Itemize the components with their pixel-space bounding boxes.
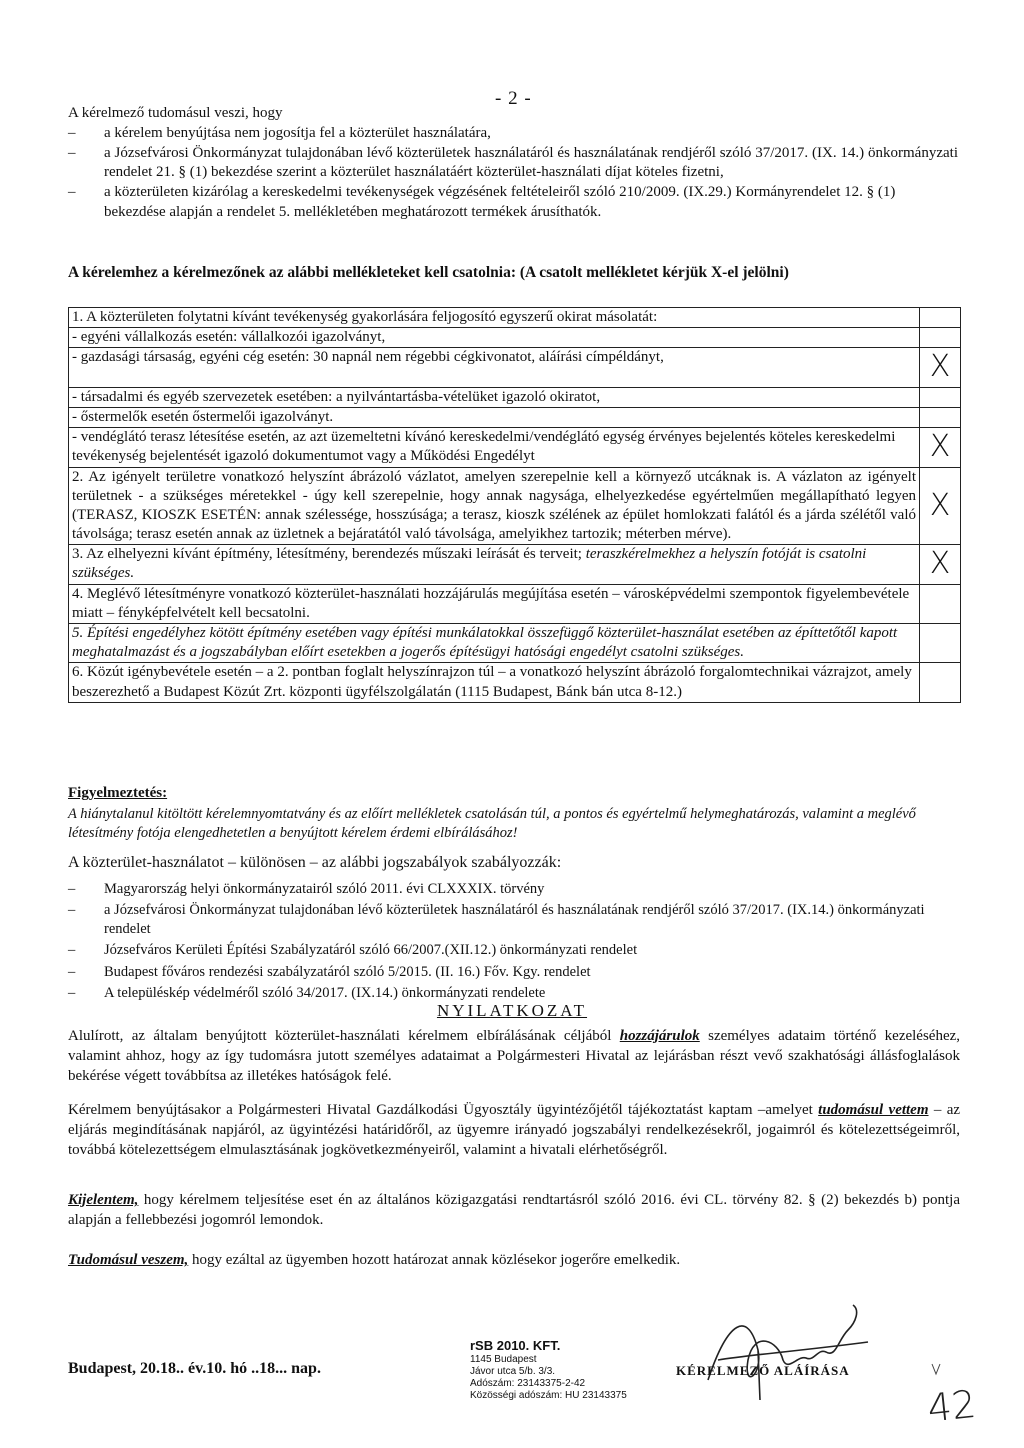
attachment-text: 6. Közút igénybevétele esetén – a 2. pontban foglalt helyszínrajzon túl – a vonatkozó helyszínt ábrázoló forgalomtechnikai vázrajzot, amely beszerezhető a Budapest Közút Zrt. központi ügyfélszolgálatán (1115 Budapest, Bánk bán utca 8-12.) (69, 663, 920, 702)
attachment-mark-cell[interactable]: X (920, 348, 961, 387)
attachment-text: 3. Az elhelyezni kívánt építmény, létesítmény, berendezés műszaki leírását és terveit; (72, 546, 582, 563)
attachment-mark-cell[interactable] (920, 624, 961, 663)
handwritten-signature (688, 1300, 878, 1410)
intro-section (68, 104, 958, 223)
declaration-text: személyes adataim történő kezeléséhez, valamint ahhoz, hogy az így tudomásra jutott személyes adataimat a Polgármesteri Hivatal az lejárásban részt vevő szakhatósági állásfoglalások bekérése végett továbbítsa az illetékes hatóságok felé. (68, 1028, 961, 1085)
attachment-mark-cell[interactable] (920, 387, 961, 407)
attachment-mark-cell[interactable] (920, 663, 961, 702)
table-row (69, 328, 961, 348)
declaration-text: Kérelmem benyújtásakor a Polgármesteri Hivatal Gazdálkodási Ügyosztály ügyintézőjétől tájékoztatást kaptam –amelyet (68, 1102, 813, 1118)
law-item: – a Józsefvárosi Önkormányzat tulajdonában lévő közterületek használatáról és használatának rendjéről szóló 37/2017. (IX.14.) önkormányzati rendelet (68, 901, 960, 939)
warning-title: Figyelmeztetés: (68, 785, 168, 801)
stamp-line: Közösségi adószám: HU 23143375 (470, 1389, 627, 1401)
attachment-text: - őstermelők esetén őstermelői igazolványt. (69, 407, 920, 427)
attachment-text: 2. Az igényelt területre vonatkozó helyszínt ábrázoló vázlatot, amelyen szerepelnie kell a környező utcáknak is. A vázlaton az igényelt területnek - a szükséges méretekkel - úgy kell szerepelnie, hogy annak nagysága, elhelyezkedése egyértelműen megállapítható legyen (TERASZ, KIOSZK ESETÉN: annak szélessége, hosszúsága; a terasz, kioszk szélének az épület homlokzati falától és a járda szélétől való távolsága; terasz esetén annak az üzletnek a bejáratától való távolsága, amelyikhez tartozik; méterben mérve). (69, 467, 920, 545)
table-row (69, 407, 961, 427)
table-row (69, 624, 961, 663)
attachment-mark-cell[interactable]: X (920, 467, 961, 545)
declaration-text: hogy kérelmem teljesítése eset én az általános közigazgatási rendtartásról szóló 2016. évi CL. törvény 82. § (2) bekezdés b) pontja alapján a fellebbezési jogomról lemondok. (68, 1192, 961, 1229)
attachment-text: - társadalmi és egyéb szervezetek esetében: a nyilvántartásba-vételüket igazoló okiratot, (69, 387, 920, 407)
attachments-heading: A kérelemhez a kérelmezőnek az alábbi mellékleteket kell csatolnia: (A csatolt mellékletet kérjük X-el jelölni) (68, 264, 789, 281)
attachments-table (68, 307, 961, 703)
stamp-line: Adószám: 23143375-2-42 (470, 1377, 586, 1389)
declaration-title: NYILATKOZAT (436, 1001, 588, 1020)
page-number: - 2 - (495, 88, 532, 109)
declaration-paragraph-3 (68, 1190, 960, 1230)
table-row (69, 348, 961, 387)
attachment-mark-cell[interactable] (920, 407, 961, 427)
attachment-text: 5. Építési engedélyhez kötött építmény esetében vagy építési munkálatokkal összefüggő közterület-használat esetében az építtetőtől kapott meghatalmazást és a jogszabályban előírt esetekben a jogerős építésügyi hatósági engedélyt csatolni szükséges. (69, 624, 920, 663)
table-row (69, 584, 961, 623)
law-item: – Józsefváros Kerületi Építési Szabályzatáról szóló 66/2007.(XII.12.) önkormányzati rendelet (68, 941, 960, 960)
declaration-text: Alulírott, az általam benyújtott közterület-használati kérelmem elbírálásának céljából (68, 1028, 612, 1044)
declaration-paragraph-2 (68, 1100, 960, 1160)
intro-item: – a kérelem benyújtása nem jogosítja fel a közterület használatára, (68, 124, 958, 144)
signature-label: KÉRELMEZŐ ALÁÍRÁSA (676, 1363, 850, 1378)
table-row (69, 467, 961, 545)
attachment-text: - egyéni vállalkozás esetén: vállalkozói igazolványt, (69, 328, 920, 348)
declaration-paragraph-4 (68, 1250, 960, 1270)
stamp-line: rSB 2010. KFT. (470, 1338, 561, 1353)
attachment-mark-cell[interactable]: X (920, 428, 961, 467)
sheet-number (925, 1377, 1001, 1444)
attachment-text: 1. A közterületen folytatni kívánt tevékenység gyakorlására feljogosító egyszerű okirat másolatát: (69, 308, 920, 328)
date-line: Budapest, 20.18.. év.10. hó ..18... nap. (68, 1360, 321, 1377)
declaration-emphasis: tudomásul vettem (818, 1102, 929, 1118)
law-item: – A településkép védelméről szóló 34/2017. (IX.14.) önkormányzati rendelete (68, 984, 960, 1003)
declaration-emphasis: Kijelentem, (68, 1192, 139, 1208)
attachment-text: 4. Meglévő létesítményre vonatkozó közterület-használati hozzájárulás megújítása esetén – városképvédelmi szempontok figyelembevétele miatt – fényképfelvételt kell becsatolni. (69, 584, 920, 623)
law-item: – Budapest főváros rendezési szabályzatáról szóló 5/2015. (II. 16.) Főv. Kgy. rendelet (68, 963, 960, 982)
table-row (69, 545, 961, 584)
intro-item: – a közterületen kizárólag a kereskedelmi tevékenységek végzésének feltételeiről szóló 210/2009. (IX.29.) Kormányrendelet 12. § (1) bekezdése alapján a rendelet 5. mellékletében meghatározott termékek árusíthatók. (68, 183, 958, 223)
attachment-text: - gazdasági társaság, egyéni cég esetén: 30 napnál nem régebbi cégkivonatot, aláírási címpéldányt, (69, 348, 920, 387)
attachment-mark-cell[interactable]: X (920, 545, 961, 584)
declaration-text: hogy ezáltal az ügyemben hozott határozat annak közlésekor jogerőre emelkedik. (192, 1252, 681, 1268)
attachment-italic-note: teraszkérelmekhez a helyszín fotóját is csatolni szükséges. (72, 546, 867, 582)
intro-lead: A kérelmező tudomásul veszi, hogy (68, 105, 283, 121)
sheet-number-text: 42 (925, 1381, 979, 1431)
intro-item: – a Józsefvárosi Önkormányzat tulajdonában lévő közterületek használatáról és használatának rendjéről szóló 37/2017. (IX. 14.) önkormányzati rendelet 21. § (1) bekezdése szerint a közterület használatáért közterület-használati díjat köteles fizetni, (68, 144, 958, 184)
intro-list (68, 124, 958, 223)
table-row (69, 663, 961, 702)
declaration-emphasis: Tudomásul veszem, (68, 1252, 189, 1268)
attachment-text-cell (69, 545, 920, 584)
attachment-mark-cell[interactable] (920, 584, 961, 623)
table-row (69, 428, 961, 467)
attachment-text: - vendéglátó terasz létesítése esetén, az azt üzemeltetni kívánó kereskedelmi/vendéglátó egység érvényes bejelentés köteles kereskedelmi tevékenység bejelentését igazoló dokumentumot vagy a Működési Engedélyt (69, 428, 920, 467)
warning-text: A hiánytalanul kitöltött kérelemnyomtatvány és az előírt mellékletek csatolásán túl, a pontos és egyértelmű helymeghatározás, valamint a meglévő létesítmény fotója elengedhetetlen a benyújtott kérelem érdemi elbírálásához! (68, 806, 916, 842)
attachment-mark-cell[interactable] (920, 328, 961, 348)
table-row (69, 308, 961, 328)
pen-tick-icon (930, 1362, 942, 1376)
attachment-mark-cell[interactable] (920, 308, 961, 328)
laws-list (68, 880, 960, 1005)
stamp-line: 1145 Budapest (470, 1353, 537, 1365)
declaration-text: – az eljárás megindításának napjáról, az ügyintézési határidőről, az ügyemre irányadó jogszabályi rendelkezésekről, jogaimról és kötelezettségeimről, továbbá kötelezettségem elmulasztásának jogkövetkezményeiről, valamint a hivatali elérhetőségről. (68, 1102, 961, 1159)
declaration-emphasis: hozzájárulok (619, 1028, 700, 1044)
laws-intro: A közterület-használatot – különösen – az alábbi jogszabályok szabályozzák: (68, 854, 562, 871)
law-item: – Magyarország helyi önkormányzatairól szóló 2011. évi CLXXXIX. törvény (68, 880, 960, 899)
stamp-line: Jávor utca 5/b. 3/3. (470, 1365, 556, 1377)
declaration-paragraph-1 (68, 1026, 960, 1086)
company-stamp (470, 1338, 670, 1402)
table-row (69, 387, 961, 407)
